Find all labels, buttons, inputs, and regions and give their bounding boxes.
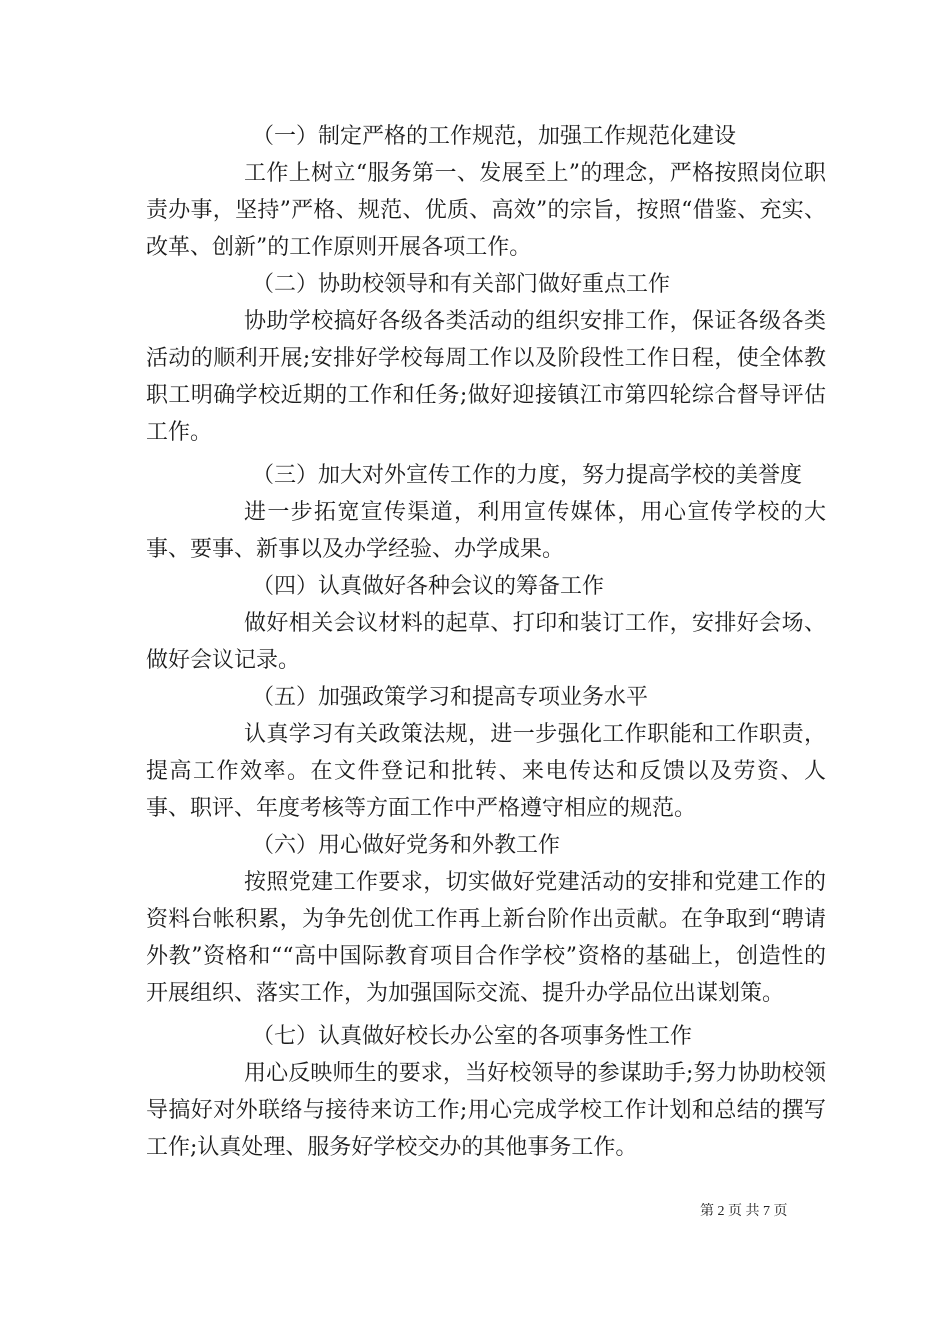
- section-paragraph: 按照党建工作要求，切实做好党建活动的安排和党建工作的资料台帐积累，为争先创优工作再上新台阶作出贡献。在争取到“聘请外教”资格和““高中国际教育项目合作学校”资格的基础上，创造性的开展组织、落实工作，为加强国际交流、提升办学品位出谋划策。: [146, 870, 826, 1006]
- section-4: [146, 568, 826, 679]
- section-2: [146, 266, 826, 451]
- section-paragraph: 工作上树立“服务第一、发展至上”的理念，严格按照岗位职责办事，坚持”严格、规范、优质、高效”的宗旨，按照“借鉴、充实、改革、创新”的工作原则开展各项工作。: [146, 161, 826, 260]
- section-paragraph: 进一步拓宽宣传渠道，利用宣传媒体，用心宣传学校的大事、要事、新事以及办学经验、办学成果。: [146, 500, 826, 562]
- section-heading: （四）认真做好各种会议的筹备工作: [252, 574, 605, 599]
- section-paragraph: 协助学校搞好各级各类活动的组织安排工作，保证各级各类活动的顺利开展;安排好学校每周工作以及阶段性工作日程，使全体教职工明确学校近期的工作和任务;做好迎接镇江市第四轮综合督导评估工作。: [146, 309, 826, 445]
- section-paragraph: 用心反映师生的要求，当好校领导的参谋助手;努力协助校领导搞好对外联络与接待来访工作;用心完成学校工作计划和总结的撰写工作;认真处理、服务好学校交办的其他事务工作。: [146, 1061, 826, 1160]
- section-heading: （一）制定严格的工作规范，加强工作规范化建设: [252, 124, 737, 149]
- section-3: [146, 457, 826, 568]
- section-1: [146, 118, 826, 266]
- section-heading: （三）加大对外宣传工作的力度，努力提高学校的美誉度: [252, 463, 803, 488]
- section-7: [146, 1018, 826, 1166]
- section-6: [146, 827, 826, 1012]
- section-heading: （六）用心做好党务和外教工作: [252, 833, 561, 858]
- section-heading: （五）加强政策学习和提高专项业务水平: [252, 685, 649, 710]
- section-heading: （二）协助校领导和有关部门做好重点工作: [252, 272, 671, 297]
- page-number-footer: 第 2 页 共 7 页: [700, 1204, 788, 1219]
- section-paragraph: 认真学习有关政策法规，进一步强化工作职能和工作职责，提高工作效率。在文件登记和批转、来电传达和反馈以及劳资、人事、职评、年度考核等方面工作中严格遵守相应的规范。: [146, 722, 826, 821]
- section-heading: （七）认真做好校长办公室的各项事务性工作: [252, 1024, 693, 1049]
- section-paragraph: 做好相关会议材料的起草、打印和装订工作，安排好会场、做好会议记录。: [146, 611, 826, 673]
- document-body: [146, 118, 826, 1166]
- section-5: [146, 679, 826, 827]
